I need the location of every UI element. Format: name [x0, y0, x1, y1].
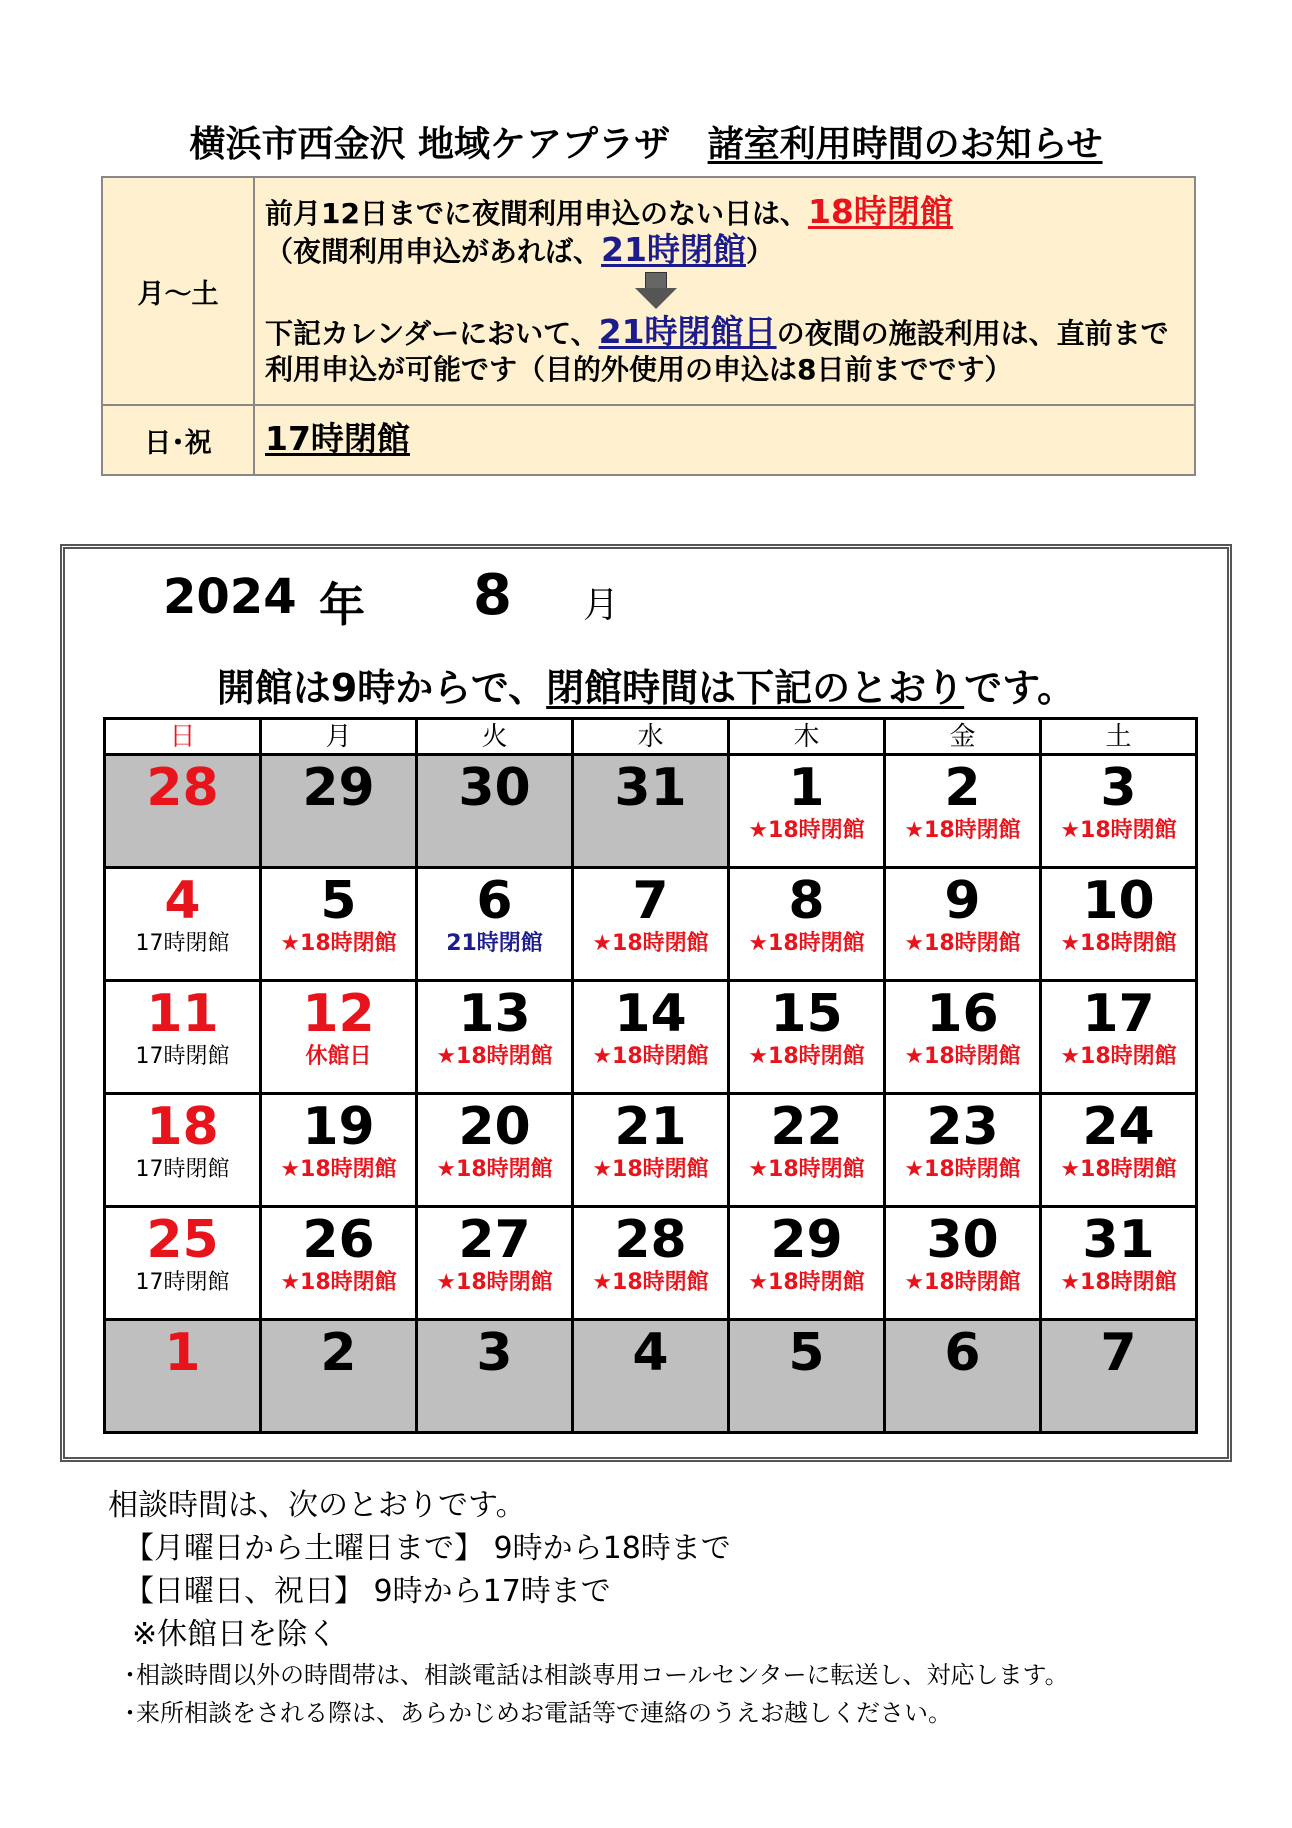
line2-text: （夜間利用申込があれば、	[265, 235, 602, 268]
closing-time-label: 17時閉館	[135, 931, 230, 956]
calendar-day-cell	[417, 1094, 573, 1207]
closing-time-label: ★18時閉館	[904, 931, 1021, 956]
calendar-day-cell	[261, 755, 417, 868]
closing-time-label: ★18時閉館	[1060, 818, 1177, 843]
calendar-day-cell	[885, 1320, 1041, 1433]
month-suffix: 月	[583, 585, 620, 626]
calendar-day-cell	[729, 1207, 885, 1320]
day-number: 22	[770, 1097, 843, 1157]
opening-note	[65, 657, 1227, 712]
calendar-day-cell	[261, 1207, 417, 1320]
closing-time-label: ★18時閉館	[904, 1270, 1021, 1295]
calendar-week-row	[105, 1207, 1197, 1320]
calendar-day-cell	[1041, 1094, 1197, 1207]
day-number: 3	[1100, 758, 1137, 818]
day-number: 16	[926, 984, 999, 1044]
day-number: 15	[770, 984, 843, 1044]
calendar-frame	[60, 544, 1232, 1462]
consult-weekday: 【月曜日から土曜日まで】 9時から18時まで	[124, 1531, 731, 1566]
calendar-day-cell	[729, 868, 885, 981]
calendar-day-cell	[885, 1094, 1041, 1207]
closing-time-label: ★18時閉館	[904, 818, 1021, 843]
closing-time-label: ★18時閉館	[1060, 931, 1177, 956]
calendar-day-cell	[885, 755, 1041, 868]
note-underlined: 閉館時間は下記のとおり	[546, 666, 965, 710]
day-number: 29	[770, 1210, 843, 1270]
day-number: 26	[302, 1210, 375, 1270]
calendar-day-cell	[729, 755, 885, 868]
closing-21-day-highlight: 21時閉館日	[598, 312, 777, 351]
calendar-day-cell	[573, 1207, 729, 1320]
day-number: 17	[1082, 984, 1155, 1044]
closing-time-label: ★18時閉館	[436, 1270, 553, 1295]
closing-time-label: ★18時閉館	[1060, 1270, 1177, 1295]
day-number: 7	[632, 871, 669, 931]
calendar-day-cell	[1041, 1207, 1197, 1320]
note-post: です。	[964, 666, 1076, 710]
calendar-month: 8	[473, 563, 512, 628]
day-number: 2	[944, 758, 981, 818]
closing-time-label: ★18時閉館	[280, 1270, 397, 1295]
closing-18-highlight: 18時閉館	[807, 192, 953, 231]
day-number: 10	[1082, 871, 1155, 931]
title-sub: 諸室利用時間のお知らせ	[707, 124, 1103, 165]
calendar-day-cell	[885, 981, 1041, 1094]
day-number: 5	[788, 1323, 825, 1383]
closing-time-label: ★18時閉館	[1060, 1157, 1177, 1182]
day-number: 30	[926, 1210, 999, 1270]
weekday-header: 金	[885, 719, 1041, 755]
consult-note-2: ･来所相談をされる際は、あらかじめお電話等で連絡のうえお越しください。	[124, 1699, 952, 1727]
day-number: 1	[788, 758, 825, 818]
calendar-day-cell	[261, 981, 417, 1094]
day-number: 7	[1100, 1323, 1137, 1383]
closing-21-highlight: 21時閉館	[601, 230, 746, 269]
closing-time-label: ★18時閉館	[592, 1157, 709, 1182]
calendar-day-cell	[573, 868, 729, 981]
weekday-header: 日	[105, 719, 261, 755]
day-number: 28	[614, 1210, 687, 1270]
calendar-day-cell	[573, 1320, 729, 1433]
calendar-day-cell	[729, 1094, 885, 1207]
calendar-day-cell	[1041, 868, 1197, 981]
line4-text: 利用申込が可能です（目的外使用の申込は8日前までです）	[265, 353, 1013, 386]
hours-table	[101, 176, 1196, 476]
closing-time-label: ★18時閉館	[748, 1044, 865, 1069]
calendar-day-cell	[885, 868, 1041, 981]
calendar-week-row	[105, 868, 1197, 981]
calendar-day-cell	[417, 755, 573, 868]
title-main: 横浜市西金沢 地域ケアプラザ	[189, 124, 670, 165]
calendar-day-cell	[729, 981, 885, 1094]
consult-except: ※休館日を除く	[132, 1617, 338, 1652]
day-number: 24	[1082, 1097, 1155, 1157]
closing-time-label: ★18時閉館	[592, 1044, 709, 1069]
closing-time-label: ★18時閉館	[748, 931, 865, 956]
row-label-weekday: 月～土	[102, 177, 254, 405]
down-arrow-icon	[635, 272, 675, 310]
calendar-day-cell	[105, 1207, 261, 1320]
calendar-day-cell	[105, 1320, 261, 1433]
day-number: 6	[476, 871, 513, 931]
day-number: 31	[1082, 1210, 1155, 1270]
day-number: 11	[146, 984, 219, 1044]
day-number: 5	[320, 871, 357, 931]
day-number: 1	[164, 1323, 201, 1383]
weekday-header: 木	[729, 719, 885, 755]
closing-time-label: ★18時閉館	[748, 818, 865, 843]
calendar-week-row	[105, 981, 1197, 1094]
closing-time-label: 17時閉館	[135, 1044, 230, 1069]
consult-intro: 相談時間は、次のとおりです。	[108, 1488, 526, 1523]
day-number: 25	[146, 1210, 219, 1270]
calendar-day-cell	[417, 981, 573, 1094]
day-number: 28	[146, 758, 219, 818]
consult-note-1: ･相談時間以外の時間帯は、相談電話は相談専用コールセンターに転送し、対応します。	[124, 1661, 1069, 1689]
weekday-hours-text	[254, 177, 1195, 405]
day-number: 30	[458, 758, 531, 818]
weekday-header: 火	[417, 719, 573, 755]
weekday-header: 土	[1041, 719, 1197, 755]
calendar-week-row	[105, 755, 1197, 868]
closing-time-label: ★18時閉館	[904, 1157, 1021, 1182]
consult-holiday: 【日曜日、祝日】 9時から17時まで	[124, 1574, 611, 1609]
closing-time-label: 21時閉館	[446, 931, 543, 956]
closing-time-label: ★18時閉館	[436, 1044, 553, 1069]
calendar-day-cell	[1041, 755, 1197, 868]
day-number: 4	[632, 1323, 669, 1383]
closing-time-label: ★18時閉館	[748, 1157, 865, 1182]
day-number: 19	[302, 1097, 375, 1157]
page-title	[0, 116, 1292, 167]
year-suffix: 年	[319, 578, 365, 632]
day-number: 23	[926, 1097, 999, 1157]
calendar-day-cell	[105, 755, 261, 868]
closing-time-label: ★18時閉館	[904, 1044, 1021, 1069]
day-number: 27	[458, 1210, 531, 1270]
day-number: 14	[614, 984, 687, 1044]
calendar-day-cell	[105, 981, 261, 1094]
line3-text: 下記カレンダーにおいて、	[265, 317, 599, 350]
note-pre: 開館は9時からで、	[216, 666, 547, 710]
day-number: 13	[458, 984, 531, 1044]
calendar-week-row	[105, 1320, 1197, 1433]
closing-time-label: 17時閉館	[135, 1270, 230, 1295]
holiday-hours-text: 17時閉館	[265, 419, 410, 458]
calendar-day-cell	[261, 1320, 417, 1433]
weekday-header: 水	[573, 719, 729, 755]
day-number: 6	[944, 1323, 981, 1383]
closing-time-label: ★18時閉館	[280, 1157, 397, 1182]
line1-text: 前月12日までに夜間利用申込のない日は、	[265, 197, 808, 230]
line2-close: ）	[745, 235, 774, 268]
calendar-week-row	[105, 1094, 1197, 1207]
line3-post: の夜間の施設利用は、直前まで	[776, 317, 1169, 350]
calendar-day-cell	[105, 1094, 261, 1207]
day-number: 3	[476, 1323, 513, 1383]
day-number: 31	[614, 758, 687, 818]
closing-time-label: ★18時閉館	[592, 1270, 709, 1295]
calendar-year: 2024	[163, 569, 297, 625]
row-label-holiday: 日･祝	[102, 405, 254, 475]
calendar-day-cell	[573, 1094, 729, 1207]
day-number: 29	[302, 758, 375, 818]
consultation-info	[108, 1484, 1069, 1732]
calendar-day-cell	[417, 1320, 573, 1433]
calendar-grid	[103, 717, 1198, 1434]
calendar-day-cell	[261, 868, 417, 981]
closing-time-label: 17時閉館	[135, 1157, 230, 1182]
calendar-day-cell	[729, 1320, 885, 1433]
day-number: 8	[788, 871, 825, 931]
closing-time-label: 休館日	[305, 1044, 372, 1069]
day-number: 4	[164, 871, 201, 931]
closing-time-label: ★18時閉館	[748, 1270, 865, 1295]
calendar-day-cell	[417, 1207, 573, 1320]
calendar-day-cell	[573, 755, 729, 868]
day-number: 2	[320, 1323, 357, 1383]
day-number: 20	[458, 1097, 531, 1157]
calendar-day-cell	[105, 868, 261, 981]
closing-time-label: ★18時閉館	[280, 931, 397, 956]
closing-time-label: ★18時閉館	[1060, 1044, 1177, 1069]
closing-time-label: ★18時閉館	[436, 1157, 553, 1182]
calendar-day-cell	[885, 1207, 1041, 1320]
day-number: 12	[302, 984, 375, 1044]
calendar-day-cell	[417, 868, 573, 981]
calendar-day-cell	[573, 981, 729, 1094]
day-number: 9	[944, 871, 981, 931]
calendar-day-cell	[1041, 1320, 1197, 1433]
calendar-day-cell	[1041, 981, 1197, 1094]
day-number: 21	[614, 1097, 687, 1157]
day-number: 18	[146, 1097, 219, 1157]
closing-time-label: ★18時閉館	[592, 931, 709, 956]
calendar-day-cell	[261, 1094, 417, 1207]
weekday-header: 月	[261, 719, 417, 755]
